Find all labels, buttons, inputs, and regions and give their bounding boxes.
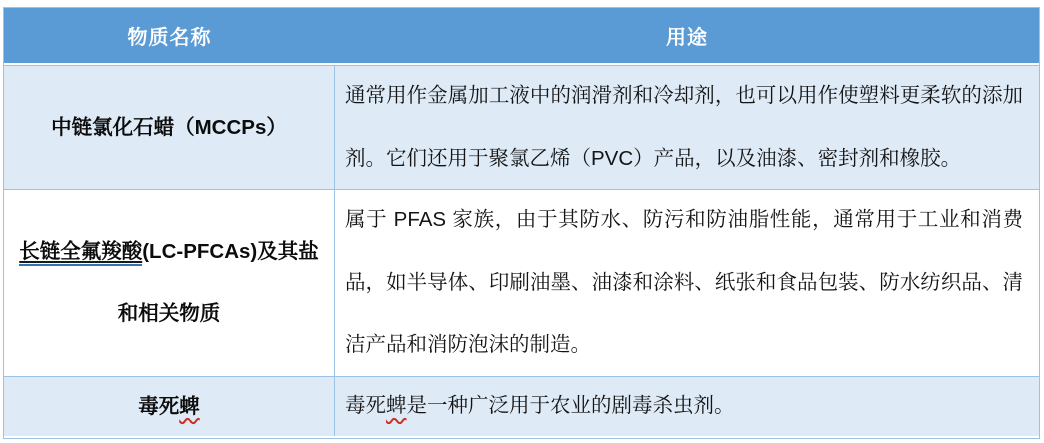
substance-name-line2: 和相关物质 [117,302,221,325]
substance-name-text [19,221,319,345]
use-header-label: 用途 [666,27,708,49]
spellcheck-flagged-text: 蜱 [179,394,200,418]
use-text: 属于 PFAS 家族，由于其防水、防污和防油脂性能，通常用于工业和消费品，如半导体、印刷油墨、油漆和涂料、纸张和食品包装、防水纺织品、清洁产品和消防泡沫的制造。 [345,208,1023,357]
substance-name-text [138,377,200,436]
use-cell [335,190,1039,376]
table-row-mccps [4,65,1039,189]
use-text-rest: 是一种广泛用于农业的剧毒杀虫剂。 [406,394,735,418]
substance-name-cell [4,377,335,436]
header-cell-substance-name [4,8,335,63]
use-text: 通常用作金属加工液中的润滑剂和冷却剂，也可以用作使塑料更柔软的添加剂。它们还用于聚氯乙烯（PVC）产品，以及油漆、密封剂和橡胶。 [345,84,1023,170]
use-cell [335,66,1039,189]
use-text-prefix: 毒死 [345,394,386,418]
substance-name-text: 中链氯化石蜡（MCCPs） [51,115,287,139]
spellcheck-flagged-text: 蜱 [386,394,407,418]
substance-name-cell [4,190,335,376]
substance-name-header-label: 物质名称 [127,27,212,49]
header-cell-use [335,8,1039,63]
use-text [345,377,1023,436]
substance-name-cell [4,66,335,189]
table-row-chlorpyrifos [4,376,1039,436]
substances-table [3,7,1040,439]
substance-name-line1-rest: (LC-PFCAs)及其盐 [142,240,319,263]
substance-name-prefix: 毒死 [138,394,180,418]
use-cell [335,377,1039,436]
table-row-lc-pfcas [4,189,1039,376]
table-header-row [4,8,1039,65]
grammar-underlined-text: 长链全氟羧酸 [19,240,142,266]
